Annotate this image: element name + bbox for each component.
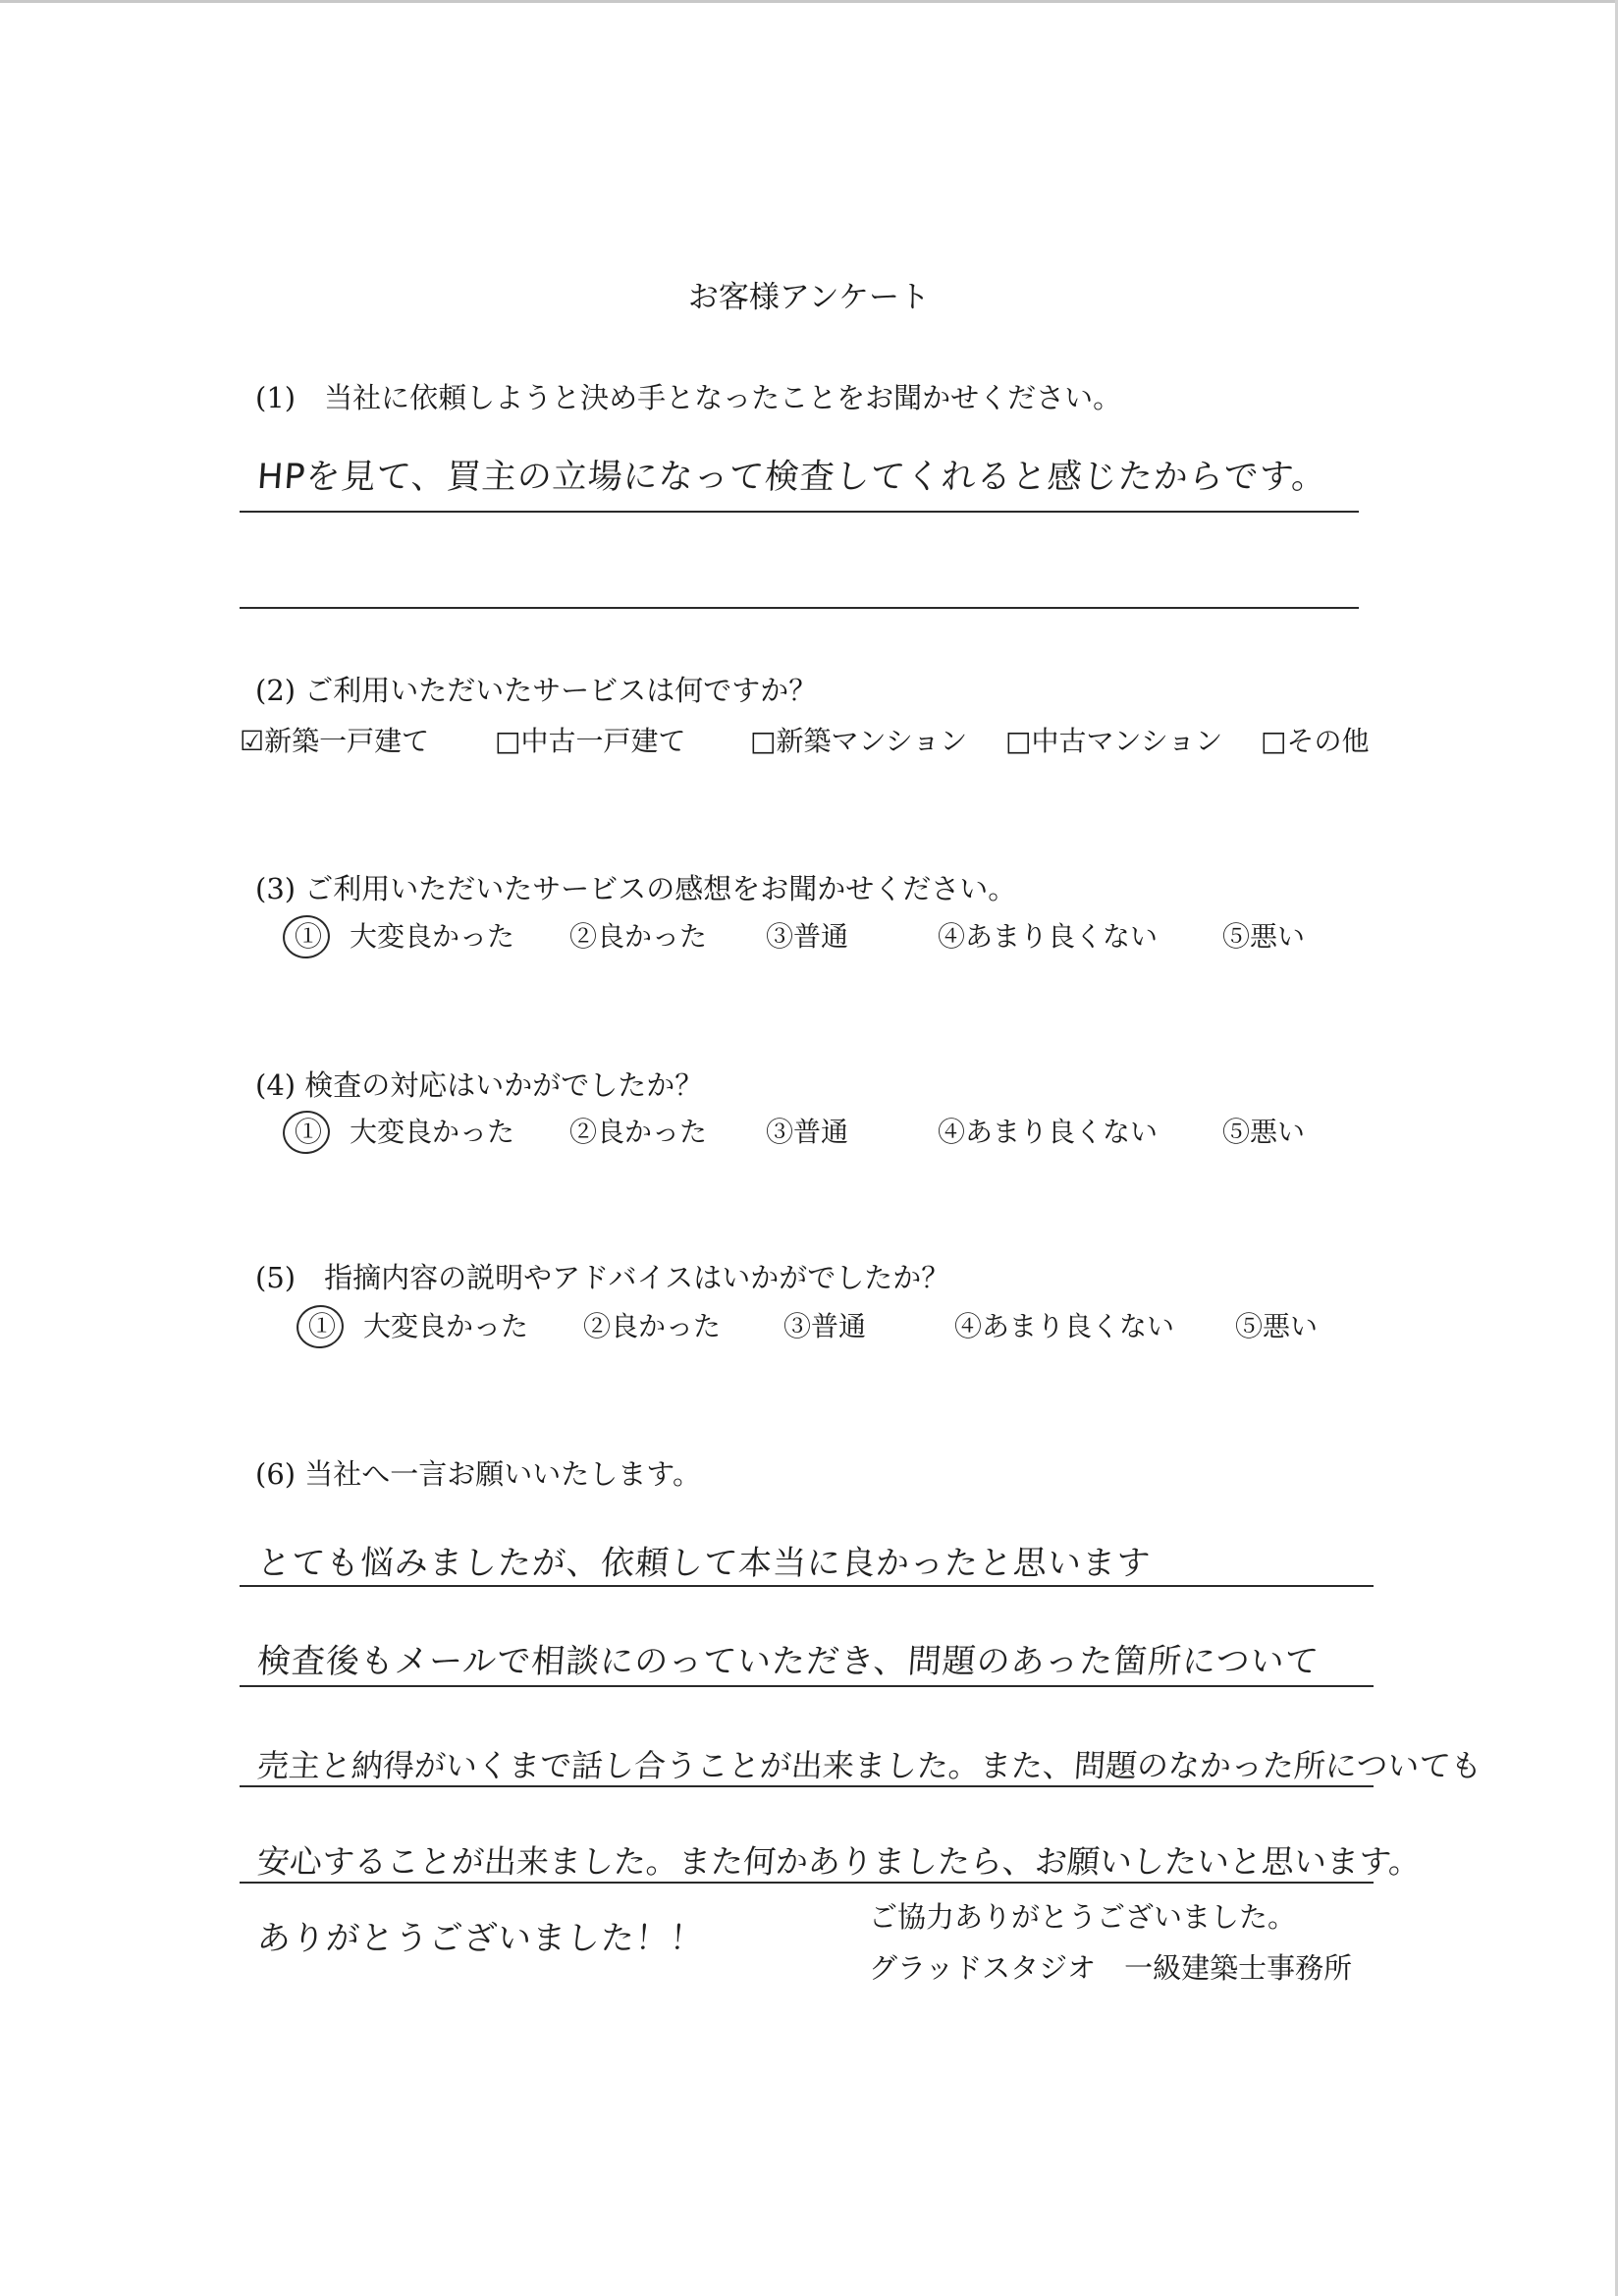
- question-2-label: (2) ご利用いただいたサービスは何ですか？: [255, 674, 818, 707]
- question-6-answer-line-1: とても悩みましたが、依頼して本当に良かったと思います: [255, 1544, 1153, 1583]
- scan-edge-top: [0, 0, 1618, 3]
- answer-rule-5: [240, 1785, 1374, 1787]
- closing-thanks: ご協力ありがとうございました。: [869, 1900, 1297, 1934]
- q3-rating-option-1[interactable]: ① 大変良かった: [295, 920, 515, 953]
- question-6-answer-line-2: 検査後もメールで相談にのっていただき、問題のあった箇所について: [255, 1642, 1321, 1681]
- answer-rule-3: [240, 1585, 1374, 1587]
- question-5-ratings: [0, 1310, 1618, 1349]
- q3-rating-option-4[interactable]: ④あまり良くない: [938, 920, 1159, 953]
- answer-rule-4: [240, 1685, 1374, 1687]
- question-1-label: (1) 当社に依頼しようと決め手となったことをお聞かせください。: [255, 381, 1122, 414]
- service-option-label: 中古マンション: [1031, 725, 1223, 757]
- question-3-label: (3) ご利用いただいたサービスの感想をお聞かせください。: [255, 872, 1017, 905]
- service-option-label: 新築マンション: [776, 725, 968, 757]
- service-option-1[interactable]: [240, 725, 429, 758]
- survey-title: お客様アンケート: [687, 280, 931, 315]
- question-6-answer-line-5: ありがとうございました！！: [255, 1919, 706, 1958]
- q3-rating-option-5[interactable]: ⑤悪い: [1222, 920, 1306, 953]
- service-option-label: 中古一戸建て: [520, 725, 686, 757]
- q5-rating-option-3[interactable]: ③普通: [783, 1310, 867, 1342]
- question-4-label: (4) 検査の対応はいかがでしたか？: [255, 1068, 704, 1102]
- question-6-label: (6) 当社へ一言お願いいたします。: [255, 1457, 701, 1491]
- checkbox-icon[interactable]: □: [750, 725, 777, 757]
- q4-rating-option-1[interactable]: ① 大変良かった: [295, 1116, 515, 1148]
- q4-rating-option-4[interactable]: ④あまり良くない: [938, 1116, 1159, 1148]
- company-name: グラッドスタジオ 一級建築士事務所: [869, 1951, 1353, 1985]
- question-6-answer-line-4: 安心することが出来ました。また何かありましたら、お願いしたいと思います。: [255, 1842, 1423, 1881]
- question-5-label: (5) 指摘内容の説明やアドバイスはいかがでしたか？: [255, 1261, 950, 1294]
- q4-rating-option-3[interactable]: ③普通: [766, 1116, 849, 1148]
- service-option-3[interactable]: [750, 725, 967, 758]
- question-1-answer-line-1: HPを見て、買主の立場になって検査してくれると感じたからです。: [255, 458, 1328, 497]
- q4-rating-option-5[interactable]: ⑤悪い: [1222, 1116, 1306, 1148]
- q4-rating-option-2[interactable]: ②良かった: [569, 1116, 708, 1148]
- q5-rating-option-4[interactable]: ④あまり良くない: [954, 1310, 1175, 1342]
- service-option-label: その他: [1286, 725, 1370, 757]
- answer-rule-1: [240, 511, 1359, 513]
- service-option-2[interactable]: [495, 725, 685, 758]
- question-3-ratings: [0, 920, 1618, 959]
- answer-rule-2: [240, 607, 1359, 609]
- checkbox-icon[interactable]: □: [1005, 725, 1032, 757]
- answer-rule-6: [240, 1882, 1374, 1884]
- q5-rating-option-2[interactable]: ②良かった: [583, 1310, 722, 1342]
- checked-box-icon[interactable]: ☑: [240, 725, 265, 757]
- checkbox-icon[interactable]: □: [495, 725, 521, 757]
- q5-rating-option-1[interactable]: ① 大変良かった: [308, 1310, 529, 1342]
- question-4-ratings: [0, 1116, 1618, 1155]
- service-option-4[interactable]: [1005, 725, 1222, 758]
- checkbox-icon[interactable]: □: [1261, 725, 1287, 757]
- q3-rating-option-3[interactable]: ③普通: [766, 920, 849, 953]
- service-option-5[interactable]: [1261, 725, 1369, 758]
- q3-rating-option-2[interactable]: ②良かった: [569, 920, 708, 953]
- service-option-label: 新築一戸建て: [264, 725, 430, 757]
- q5-rating-option-5[interactable]: ⑤悪い: [1235, 1310, 1319, 1342]
- question-6-answer-line-3: 売主と納得がいくまで話し合うことが出来ました。また、問題のなかった所についても: [255, 1747, 1483, 1784]
